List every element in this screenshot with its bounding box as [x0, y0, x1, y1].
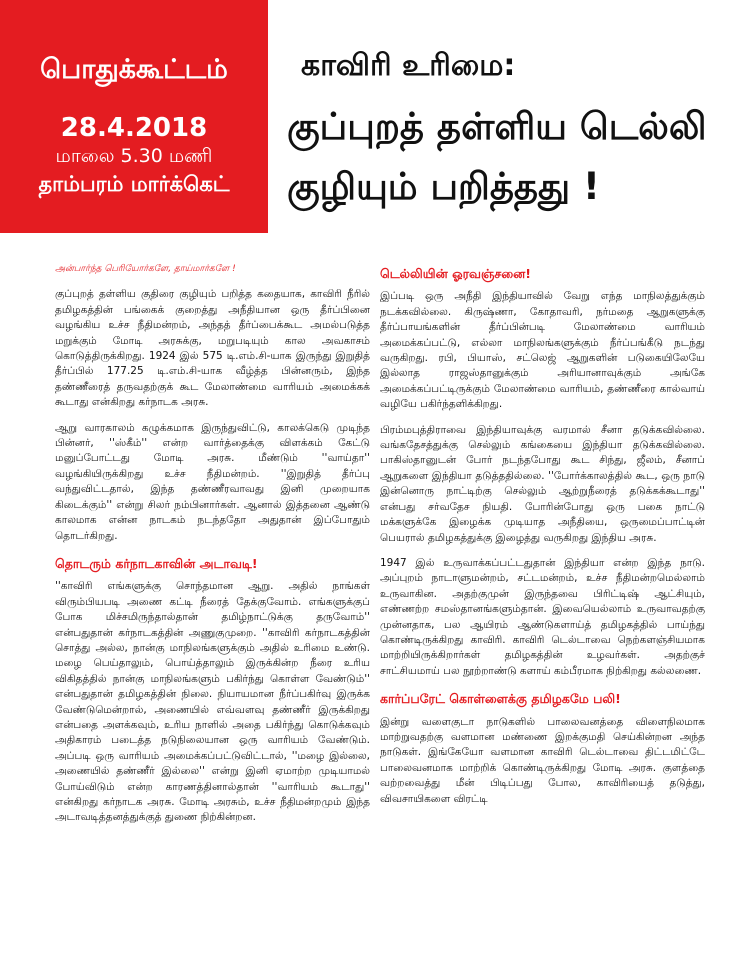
paragraph: ''காவிரி எங்களுக்கு சொந்தமான ஆறு. அதில் நாங்கள் விரும்பியபடி அணை கட்டி நீரைத் தேக்குவோம். எங்களுக்குப் போக மிச்சமிருந்தால்தான் தமிழ்நாட்டுக்கு தருவோம்'' என்பதுதான் கர்நாடகத்தின் அணுகுமுறை. ''காவிரி கர்நாடகத்தின் சொத்து அல்ல, நான்கு மாநிலங்களுக்கும் அதில் உரிமை உண்டு. மழை பெய்தாலும், பொய்த்தாலும் இருக்கின்ற நீரை உரிய விகிதத்தில் நான்கு மாநிலங்களும் பகிர்ந்து கொள்ள வேண்டும்'' என்பதுதான் தமிழகத்தின் நிலை. நியாயமான நீர்ப்பகிர்வு இருக்க வேண்டுமென்றால், அணையில் எவ்வளவு தண்ணீர் இருக்கிறது என்பதை அளக்கவும், உரிய நாளில் அதை பகிர்ந்து கொடுக்கவும் அதிகாரம் படைத்த நடுநிலையான ஒரு வாரியம் வேண்டும். அப்படி ஒரு வாரியம் அமைக்கப்பட்டுவிட்டால், ''மழை இல்லை, அணையில் தண்ணீர் இல்லை'' என்று இனி ஏமாற்ற முடியாமல் போய்விடும் என்ற காரணத்தினால்தான் ''வாரியம் கூடாது'' என்கிறது கர்நாடக அரசு. மோடி அரசும், உச்ச நீதிமன்றமும் இந்த அடாவடித்தனத்துக்குத் துணை நிற்கின்றன. — [55, 580, 370, 824]
event-banner — [0, 0, 268, 233]
subheading: கார்ப்பரேட் கொள்ளைக்கு தமிழகமே பலி! — [380, 691, 621, 707]
headline-kicker: காவிரி உரிமை: — [301, 48, 516, 83]
subheading: தொடரும் கர்நாடகாவின் அடாவடி! — [55, 555, 258, 571]
paragraph: இப்படி ஒரு அநீதி இந்தியாவில் வேறு எந்த மாநிலத்துக்கும் நடக்கவில்லை. கிருஷ்ணா, கோதாவரி, நர்மதை ஆறுகளுக்கு தீர்ப்பாயங்களின் தீர்ப்பின்படி மேலாண்மை வாரியம் அமைக்கப்பட்டு, எல்லா மாநிலங்களுக்கும் நீர்ப்பங்கீடு நடந்து வருகிறது. ரபி, பியாஸ், சட்லெஜ் ஆறுகளின் படுகையிலேயே இல்லாத ராஜஸ்தானுக்கும் அரியானாவுக்கும் அங்கே அமைக்கப்பட்டிருக்கும் மேலாண்மை வாரியம், தண்ணீரை கால்வாய் வழியே பகிர்ந்தளிக்கிறது. — [380, 290, 705, 411]
event-date: 28.4.2018 — [60, 113, 208, 143]
subheading: டெல்லியின் ஓரவஞ்சனை! — [380, 266, 531, 281]
event-place: தாம்பரம் மார்க்கெட் — [38, 172, 230, 196]
paragraph: இன்று வளைகுடா நாடுகளில் பாலைவனத்தை விளைநிலமாக மாற்றுவதற்கு வளமான மண்ணை இறக்குமதி செய்கின்றன அந்த நாடுகள். இங்கேயோ வளமான காவிரி டெல்டாவை திட்டமிட்டே பாலைவனமாக மாற்றிக் கொண்டிருக்கிறது மோடி அரசு. குளத்தை வற்றவைத்து மீன் பிடிப்பது போல, காவிரியைத் தடுத்து, விவசாயிகளை விரட்டி — [380, 715, 705, 805]
event-time: மாலை 5.30 மணி — [55, 145, 213, 167]
paragraph: 1947 இல் உருவாக்கப்பட்டதுதான் இந்தியா என்ற இந்த நாடு. அப்புறம் நாடாளுமன்றம், சட்டமன்றம், உச்ச நீதிமன்றமெல்லாம் உருவாகின. அதற்குமுன் இருந்தவை பிரிட்டிஷ் ஆட்சியும், எண்ணற்ற சமஸ்தானங்களும்தான். இவையெல்லாம் உருவாவதற்கு முன்னதாக, பல ஆயிரம் ஆண்டுகளாய்த் தமிழகத்தில் பாய்ந்து கொண்டிருக்கிறது காவிரி. காவிரி டெல்டாவை நெற்களஞ்சியமாக மாற்றியிருக்கிறார்கள் தமிழகத்தின் உழவர்கள். அதற்குச் சாட்சியமாய் பல நூற்றாண்டு களாய் கம்பீரமாக நிற்கிறது கல்லணை. — [380, 556, 705, 677]
headline-line-2: குழியும் பறித்தது ! — [287, 165, 600, 208]
right-column — [380, 262, 705, 817]
headline-line-1: குப்புறத் தள்ளிய டெல்லி — [287, 105, 707, 148]
event-heading: பொதுக்கூட்டம் — [40, 54, 228, 85]
paragraph: ஆறு வாரகாலம் கழுக்கமாக இருந்துவிட்டு, காலக்கெடு முடிந்த பின்னர், ''ஸ்கீம்'' என்ற வார்த்தைக்கு விளக்கம் கேட்டு மனுப்போட்டது மோடி அரசு. மீண்டும் ''வாய்தா'' வழங்கியிருக்கிறது உச்ச நீதிமன்றம். ''இறுதித் தீர்ப்பு வந்துவிட்டதால், இந்த தண்ணீரவாவது இனி முறையாக கிடைக்கும்'' என்று சிலர் நம்பினார்கள். ஆனால் இத்தனை ஆண்டு காலமாக என்ன நாடகம் நடந்ததோ அதுதான் இப்போதும் தொடர்கிறது. — [55, 421, 370, 542]
headline — [287, 48, 727, 213]
left-column — [55, 262, 370, 836]
greeting: அன்பார்ந்த பெரியோர்களே, தாய்மார்களே ! — [55, 264, 236, 274]
paragraph: பிரம்மபுத்திராவை இந்தியாவுக்கு வரமால் சீனா தடுக்கவில்லை. வங்கதேசத்துக்கு செல்லும் கங்கையை இந்தியா தடுக்கவில்லை. பாகிஸ்தானுடன் போர் நடந்தபோது கூட சிந்து, ஜீலம், சீனாப் ஆறுகளை இந்தியா தடுத்ததில்லை. ''போர்க்காலத்தில் கூட, ஒரு நாடு இன்னொரு நாட்டிற்கு செல்லும் ஆற்றுநீரைத் தடுக்கக்கூடாது'' என்பது சர்வதேச நியதி. போரின்போது ஒரு பகை நாட்டு மக்களுக்கே இழைக்க முடியாத அநீதியை, ஒருமைப்பாட்டின் பெயரால் தமிழகத்துக்கு இழைத்து வருகிறது இந்திய அரசு. — [380, 423, 705, 544]
paragraph: குப்புறத் தள்ளிய குதிரை குழியும் பறித்த கதையாக, காவிரி நீரில் தமிழகத்தின் பங்கைக் குறைத்து அநீதியான ஒரு தீர்ப்பினை வழங்கிய உச்ச நீதிமன்றம், அந்தத் தீர்ப்பைக்கூட அமல்படுத்த மறுக்கும் மோடி அரசுக்கு, மறுபடியும் கால அவகாசம் கொடுத்திருக்கிறது. 1924 இல் 575 டி.எம்.சி-யாக இருந்து இறுதித் தீர்ப்பில் 177.25 டி.எம்.சி-யாக வீழ்த்த பின்னரும், இந்த தண்ணீரைத் தருவதற்குக் கூட மேலாண்மை வாரியம் அமைக்கக் கூடாது என்கிறது கர்நாடக அரசு. — [55, 288, 370, 409]
